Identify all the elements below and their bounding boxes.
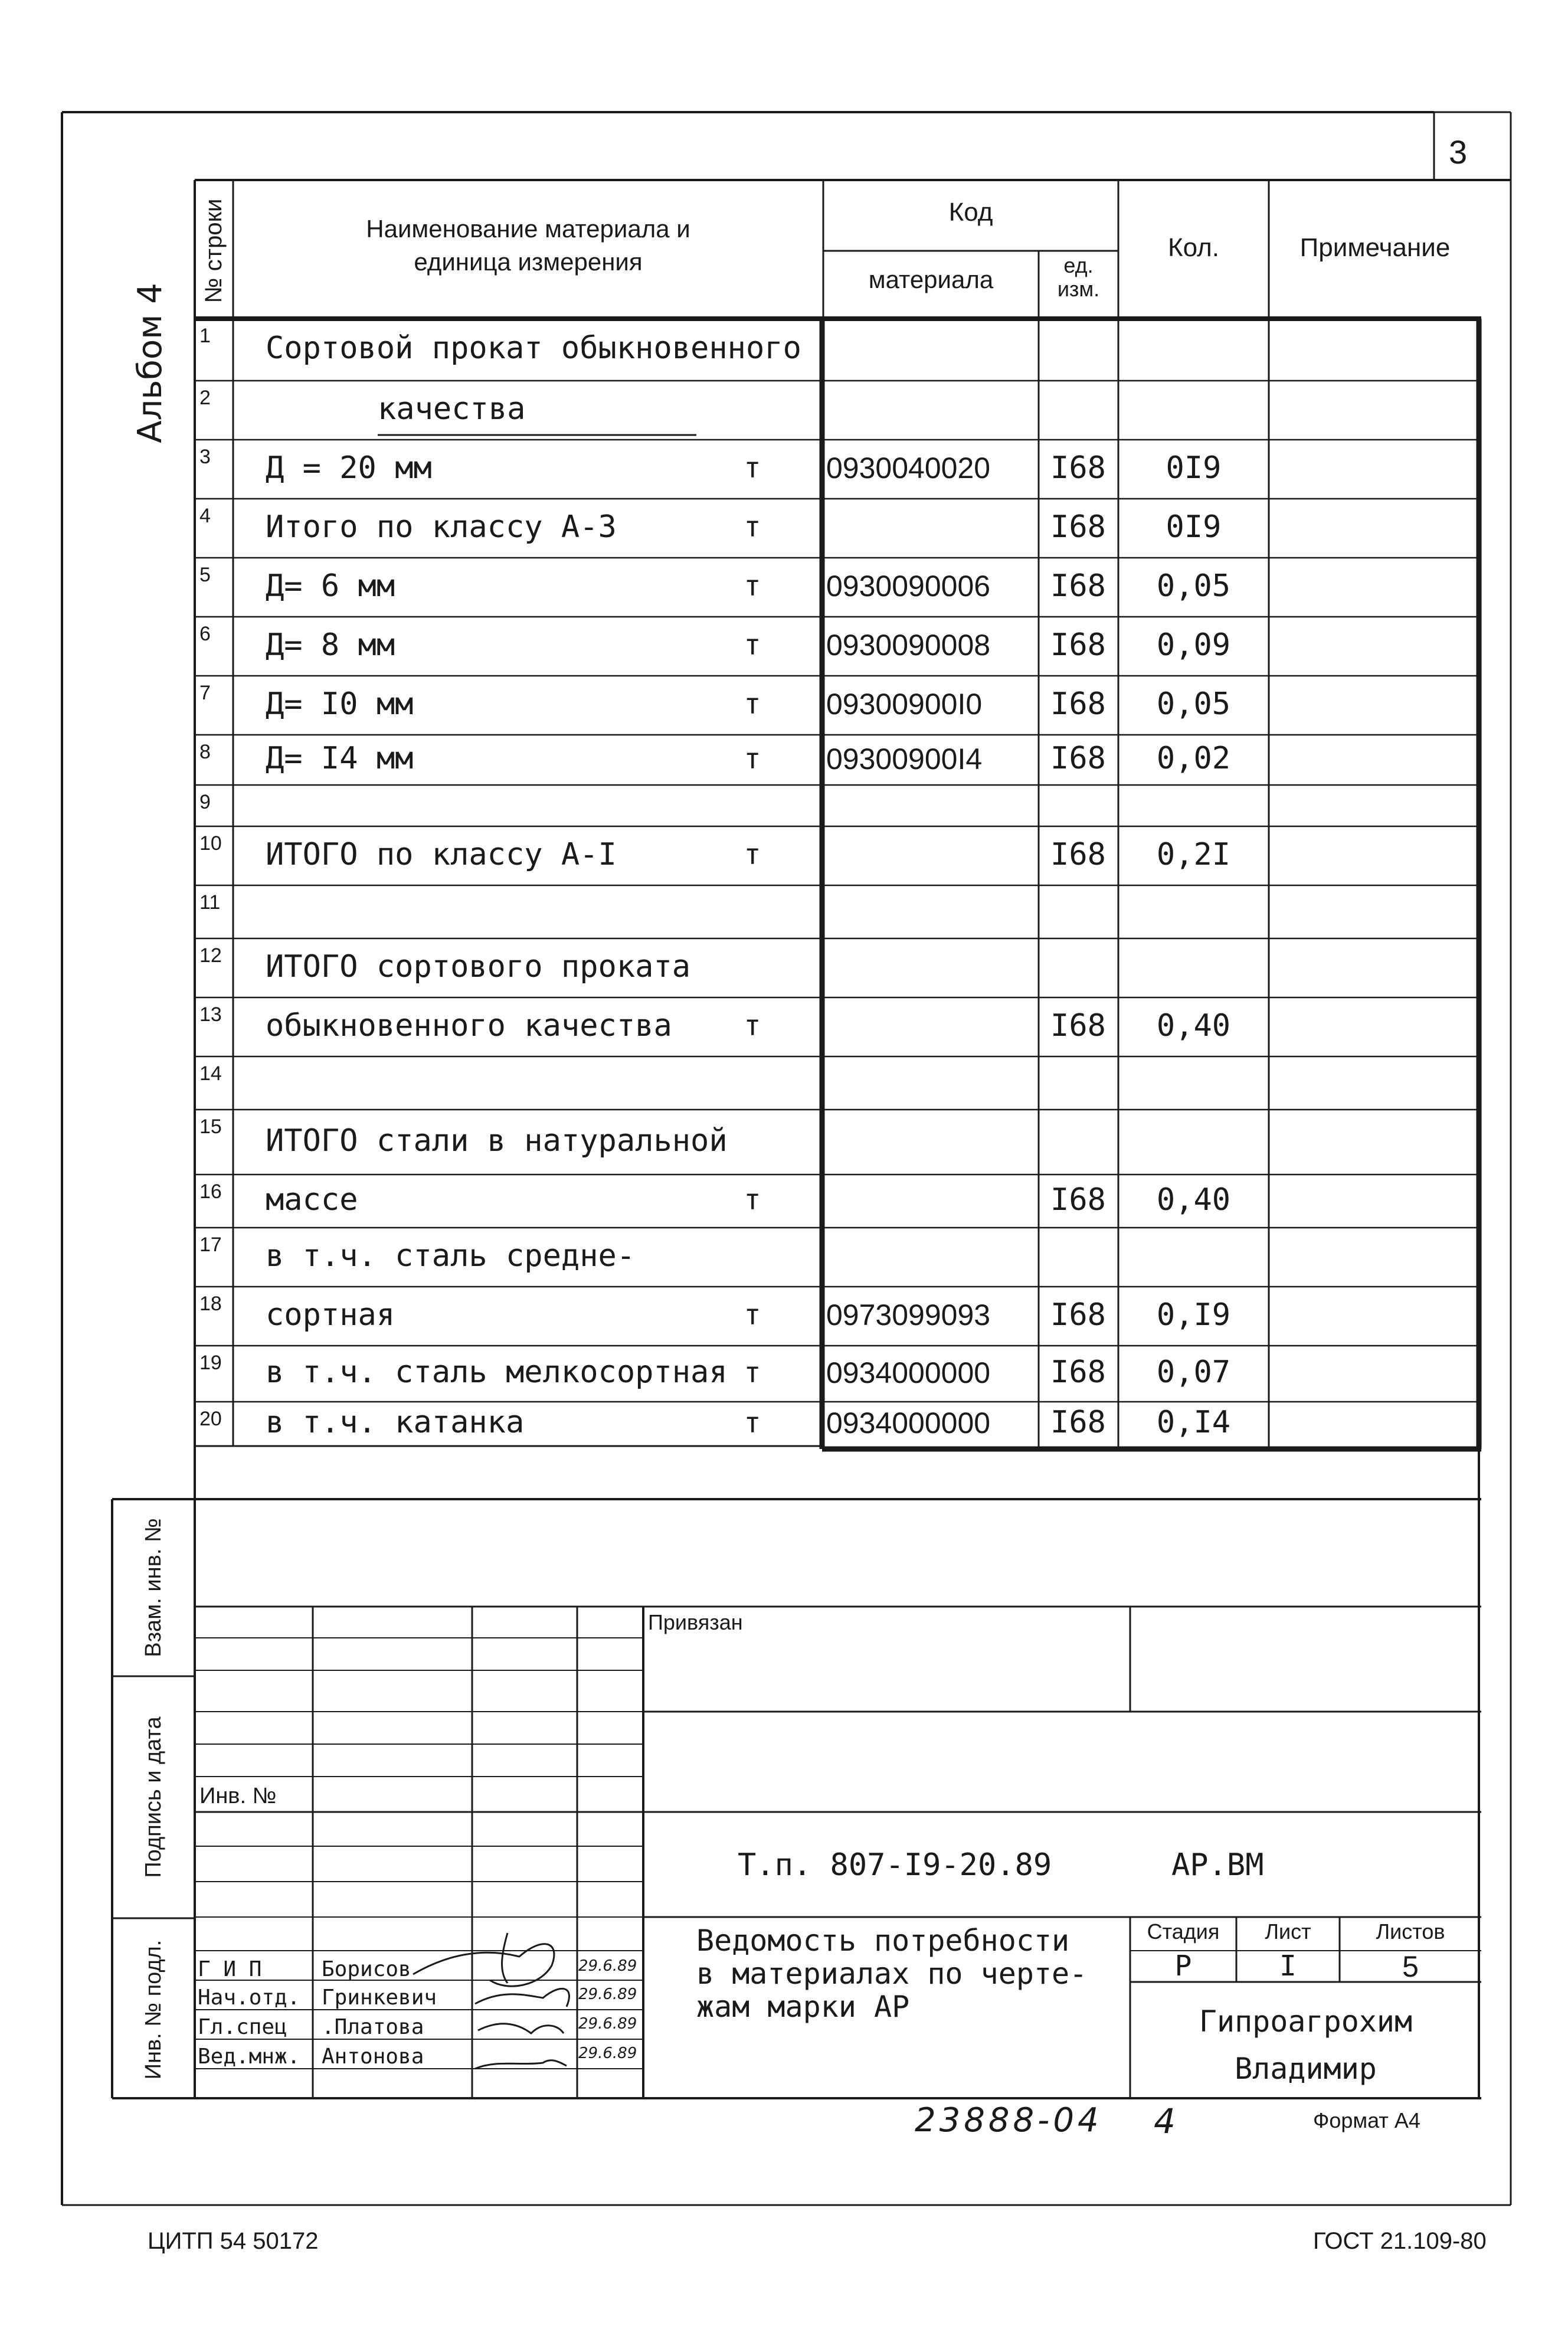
row-unit-text: т <box>744 1356 761 1389</box>
footer-left: ЦИТП 54 50172 <box>148 2228 319 2254</box>
signature-date: 29.6.89 <box>578 1957 637 1975</box>
row-quantity: 0I9 <box>1166 509 1222 545</box>
row-unit-code: I68 <box>1050 627 1106 663</box>
document-mark: АР.ВМ <box>1171 1847 1264 1883</box>
row-unit-code: I68 <box>1050 836 1106 872</box>
row-quantity: 0,02 <box>1156 741 1231 777</box>
sheet-value: I <box>1279 1949 1297 1983</box>
row-material-code: 09300900I4 <box>826 742 983 776</box>
row-unit-code: I68 <box>1050 686 1106 722</box>
row-number: 16 <box>199 1180 222 1203</box>
row-unit-text: т <box>744 629 761 662</box>
row-quantity: 0,I4 <box>1156 1405 1231 1441</box>
row-material-name: ИТОГО сортового проката <box>266 948 691 984</box>
row-material-code: 0934000000 <box>826 1406 991 1440</box>
row-number: 8 <box>199 741 211 763</box>
signature-date: 29.6.89 <box>578 1985 637 2003</box>
row-material-name: массе <box>266 1182 358 1218</box>
signature-date: 29.6.89 <box>578 2015 637 2033</box>
signature-role: Гл.спец <box>198 2015 287 2039</box>
header-row-number: № строки <box>201 198 227 303</box>
row-number: 3 <box>199 446 211 468</box>
row-number: 6 <box>199 623 211 645</box>
label-vzam-inv: Взам. инв. № <box>141 1518 166 1657</box>
row-material-name: ИТОГО по классу А-I <box>266 836 617 872</box>
row-number: 10 <box>199 832 222 855</box>
row-material-name: Итого по классу А-3 <box>266 509 617 545</box>
row-material-name: сортная <box>266 1297 395 1333</box>
signature-role: Вед.мнж. <box>198 2045 300 2069</box>
row-unit-text: т <box>744 838 761 872</box>
row-material-code: 09300900I0 <box>826 688 983 721</box>
organization: Гипроагрохим Владимир <box>1199 2004 1413 2086</box>
format-label: Формат А4 <box>1313 2108 1420 2132</box>
header-material-name: Наименование материала и единица измерения <box>366 215 690 276</box>
archive-stamp-sheet: 4 <box>1154 2101 1176 2141</box>
row-number: 11 <box>199 891 221 914</box>
row-number: 12 <box>199 944 222 967</box>
row-quantity: 0,07 <box>1156 1355 1231 1391</box>
row-quantity: 0,40 <box>1156 1182 1231 1218</box>
header-material-code: материала <box>868 266 994 293</box>
row-unit-code: I68 <box>1050 1405 1106 1441</box>
signature-date: 29.6.89 <box>578 2045 637 2062</box>
row-unit-text: т <box>744 1009 761 1043</box>
signature-name: Гринкевич <box>322 1985 437 2010</box>
row-material-name: ИТОГО стали в натуральной <box>266 1123 728 1159</box>
archive-stamp-number: 23888-04 <box>915 2101 1102 2140</box>
sheet-number: 3 <box>1449 133 1468 171</box>
signature-name: Антонова <box>322 2045 424 2069</box>
row-material-name: Д= I4 мм <box>266 741 414 777</box>
row-number: 1 <box>199 325 211 347</box>
header-quantity: Кол. <box>1167 233 1220 262</box>
row-quantity: 0,05 <box>1156 568 1231 604</box>
row-material-code: 0930040020 <box>826 452 991 485</box>
signature-role: Г И П <box>198 1957 262 1981</box>
row-number: 2 <box>199 387 211 409</box>
row-quantity: 0,05 <box>1156 686 1231 722</box>
row-material-code: 0930090006 <box>826 570 991 603</box>
stage-header: Стадия <box>1147 1919 1220 1944</box>
row-unit-text: т <box>744 452 761 485</box>
stage-value: Р <box>1174 1949 1192 1983</box>
row-quantity: 0I9 <box>1166 450 1222 486</box>
label-inv-podl: Инв. № подл. <box>141 1939 166 2080</box>
row-number: 7 <box>199 682 211 704</box>
row-material-code: 0973099093 <box>826 1298 991 1332</box>
row-unit-text: т <box>744 1183 761 1217</box>
inv-number-label: Инв. № <box>199 1784 277 1808</box>
row-quantity: 0,I9 <box>1156 1297 1231 1333</box>
row-material-name: Д= I0 мм <box>266 686 414 722</box>
row-number: 15 <box>199 1116 222 1138</box>
row-number: 5 <box>199 564 211 586</box>
sheets-value: 5 <box>1402 1950 1419 1983</box>
document-title: Ведомость потребности в материалах по черте- жам марки АР <box>696 1924 1088 2024</box>
header-code: Код <box>948 198 993 227</box>
row-unit-code: I68 <box>1050 1182 1106 1218</box>
row-material-name: в т.ч. сталь средне- <box>266 1238 636 1274</box>
row-material-name: обыкновенного качества <box>266 1008 672 1044</box>
document-code: Т.п. 807-I9-20.89 <box>738 1847 1052 1883</box>
row-number: 14 <box>199 1062 222 1085</box>
row-material-name: Сортовой прокат обыкновенного <box>266 331 801 367</box>
row-quantity: 0,09 <box>1156 627 1231 663</box>
row-unit-code: I68 <box>1050 1297 1106 1333</box>
row-quantity: 0,40 <box>1156 1008 1231 1044</box>
row-number: 20 <box>199 1408 222 1430</box>
row-unit-text: т <box>744 1406 761 1440</box>
header-note: Примечание <box>1299 233 1451 262</box>
row-unit-code: I68 <box>1050 1008 1106 1044</box>
row-unit-text: т <box>744 511 761 544</box>
row-unit-code: I68 <box>1050 741 1106 777</box>
row-unit-text: т <box>744 742 761 776</box>
signature-name: Борисов <box>322 1957 411 1981</box>
row-material-name: в т.ч. катанка <box>266 1405 525 1441</box>
signature-role: Нач.отд. <box>198 1985 300 2010</box>
row-material-code: 0934000000 <box>826 1356 991 1389</box>
sheets-header: Листов <box>1376 1919 1445 1944</box>
footer-right: ГОСТ 21.109-80 <box>1313 2228 1487 2254</box>
album-label: Альбом 4 <box>131 283 169 443</box>
row-unit-text: т <box>744 688 761 721</box>
signature-name: .Платова <box>322 2015 424 2039</box>
row-number: 13 <box>199 1003 222 1026</box>
row-material-name: качества <box>378 391 526 427</box>
header-unit: ед. изм. <box>1057 253 1100 301</box>
row-unit-code: I68 <box>1050 1355 1106 1391</box>
row-number: 4 <box>199 505 211 527</box>
row-material-code: 0930090008 <box>826 629 991 662</box>
row-material-name: Д = 20 мм <box>266 450 432 486</box>
row-number: 9 <box>199 791 211 813</box>
privyazan-label: Привязан <box>648 1610 743 1634</box>
row-material-name: в т.ч. сталь мелкосортная <box>266 1355 728 1391</box>
row-unit-code: I68 <box>1050 450 1106 486</box>
row-number: 17 <box>199 1234 222 1256</box>
row-material-name: Д= 8 мм <box>266 627 395 663</box>
row-quantity: 0,2I <box>1156 836 1231 872</box>
sheet-header: Лист <box>1265 1919 1311 1944</box>
row-number: 18 <box>199 1293 222 1315</box>
row-unit-code: I68 <box>1050 568 1106 604</box>
row-unit-code: I68 <box>1050 509 1106 545</box>
row-unit-text: т <box>744 570 761 603</box>
row-number: 19 <box>199 1352 222 1374</box>
row-material-name: Д= 6 мм <box>266 568 395 604</box>
row-unit-text: т <box>744 1298 761 1332</box>
label-podpis-data: Подпись и дата <box>141 1716 166 1878</box>
